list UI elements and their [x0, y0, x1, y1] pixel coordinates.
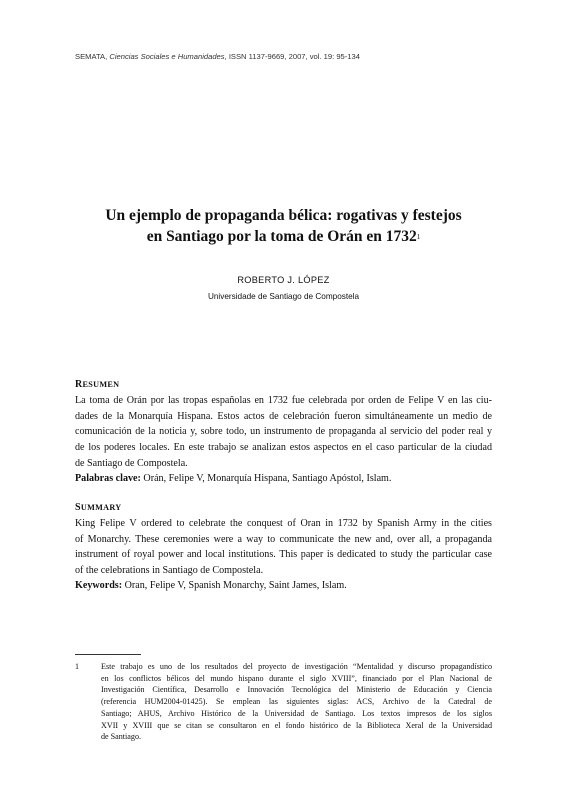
- footnote-line: Este trabajo es uno de los resultados del proyecto de investigación “Mentalidad y discurso propagandístico: [101, 662, 492, 671]
- title-footnote-mark[interactable]: 1: [416, 233, 421, 241]
- summary-line: of the celebrations in Santiago de Compostela.: [75, 565, 264, 577]
- footnote-line: XVII y XVIII que se citan se consultaron en el fondo histórico de la Biblioteca Xeral de la Universidad: [101, 720, 492, 730]
- summary-line: King Felipe V ordered to celebrate the conquest of Oran in 1732 by Spanish Army in the cities: [75, 518, 492, 529]
- title-line-2-text: en Santiago por la toma de Orán en 1732: [146, 228, 417, 245]
- author-name: ROBERTO J. LÓPEZ: [237, 275, 330, 285]
- summary-heading-initial: S: [75, 502, 81, 513]
- footnote-text: [101, 661, 492, 743]
- summary-text: [75, 516, 492, 579]
- author-affiliation: Universidade de Santiago de Compostela: [207, 292, 360, 301]
- footnote-number: 1: [75, 662, 79, 671]
- summary-heading: [75, 502, 122, 513]
- keywords-label: Keywords:: [75, 580, 123, 591]
- footnote-line: en los conflictos bélicos del mundo hispano durante el siglo XVIII”, financiado por el Plan Nacional de: [101, 673, 492, 683]
- resumen-line: La toma de Orán por las tropas españolas en 1732 fue celebrada por orden de Felipe V en las ciu-: [75, 395, 492, 406]
- resumen-heading-rest: ESUMEN: [82, 380, 120, 389]
- footnote-line: Santiago; AHUS, Archivo Histórico de la Universidad de Santiago. Los textos impresos de los siglos: [101, 708, 492, 718]
- resumen-line: dades de la Monarquía Hispana. Estos actos de celebración fueron simultáneamente un medio de: [75, 410, 492, 422]
- resumen-line: de los poderes locales. En este trabajo se analizan estos aspectos en el caso particular de la ciudad: [75, 442, 492, 454]
- journal-details: ISSN 1137-9669, 2007, vol. 19: 95-134: [228, 52, 360, 61]
- palabras-clave-label: Palabras clave:: [75, 473, 141, 484]
- footnote-line: de Santiago.: [101, 732, 142, 742]
- summary-line: of Monarchy. These ceremonies were a way to communicate the new and, over all, a propaganda: [75, 533, 492, 545]
- summary-heading-rest: UMMARY: [80, 503, 122, 512]
- footnote-line: Investigación Científica, Desarrollo e Innovación Tecnológica del Ministerio de Educación y Ciencia: [101, 685, 492, 695]
- keywords: [75, 580, 495, 591]
- footnote-divider: [75, 654, 141, 655]
- title-line-1: Un ejemplo de propaganda bélica: rogativas y festejos: [105, 207, 462, 224]
- resumen-text: [75, 393, 492, 472]
- journal-subtitle: Ciencias Sociales e Humanidades,: [109, 52, 227, 61]
- running-header: [75, 52, 505, 61]
- palabras-clave-values: Orán, Felipe V, Monarquía Hispana, Santiago Apóstol, Islam.: [140, 473, 392, 484]
- resumen-heading: [75, 379, 119, 390]
- resumen-heading-initial: R: [75, 379, 83, 390]
- palabras-clave: [75, 473, 495, 484]
- summary-line: instrument of royal power and local institutions. This paper is dedicated to study the particular case: [75, 549, 492, 561]
- keywords-values: Oran, Felipe V, Spanish Monarchy, Saint James, Islam.: [122, 580, 347, 591]
- footnote-line: (referencia HUM2004-01425). Se emplean las siguientes siglas: ACS, Archivo de la Catedral de: [101, 697, 492, 707]
- journal-name: SEMATA,: [75, 52, 108, 61]
- resumen-line: de Santiago de Compostela.: [75, 457, 188, 469]
- resumen-line: comunicación de la noticia y, sobre todo, un instrumento de propaganda al servicio del poder real y: [75, 426, 492, 438]
- article-title: [60, 205, 507, 247]
- title-line-2: [60, 226, 507, 247]
